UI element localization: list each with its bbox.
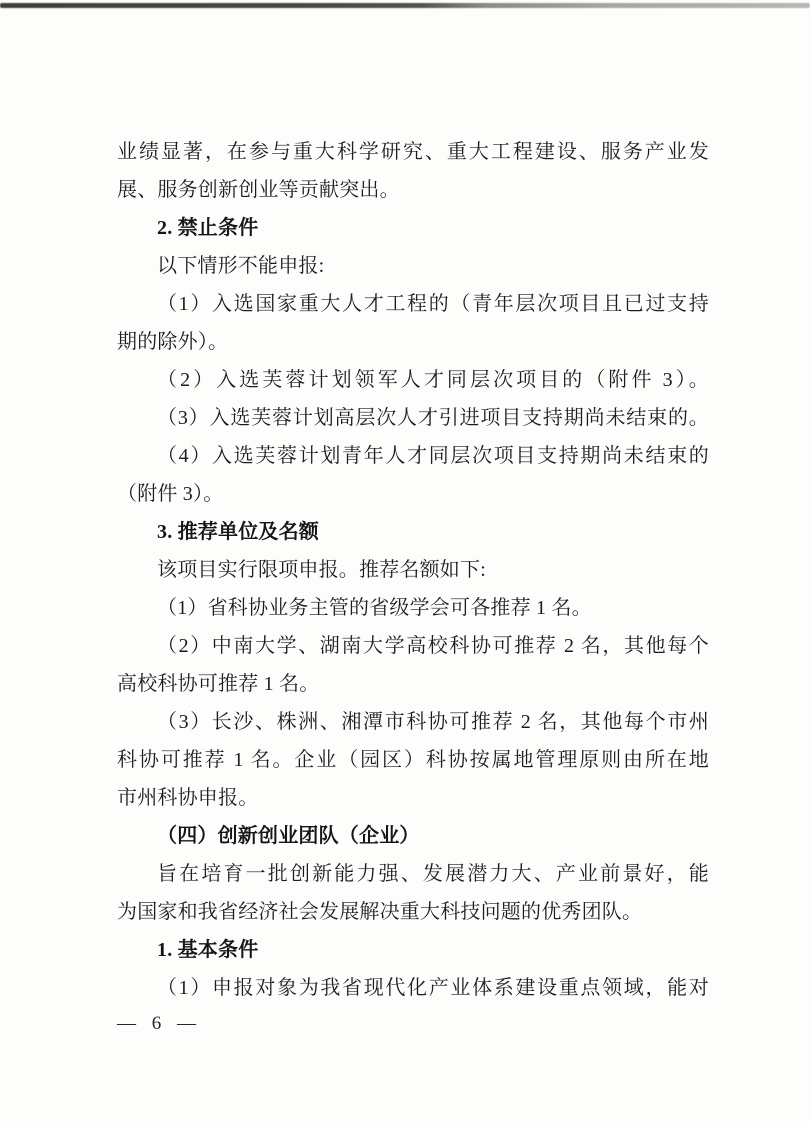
document-line: （2）中南大学、湖南大学高校科协可推荐 2 名，其他每个 xyxy=(157,635,709,657)
document-line: 高校科协可推荐 1 名。 xyxy=(117,673,320,695)
document-line: （3）入选芙蓉计划高层次人才引进项目支持期尚未结束的。 xyxy=(157,407,709,429)
document-line: 为国家和我省经济社会发展解决重大科技问题的优秀团队。 xyxy=(117,901,643,923)
section-heading: 1. 基本条件 xyxy=(157,939,259,961)
document-line: 期的除外）。 xyxy=(117,331,229,353)
document-line: （3）长沙、株洲、湘潭市科协可推荐 2 名，其他每个市州 xyxy=(157,711,709,733)
section-heading: 3. 推荐单位及名额 xyxy=(157,521,319,543)
document-line: 旨在培育一批创新能力强、发展潜力大、产业前景好，能 xyxy=(157,863,709,885)
page-number: — 6 — xyxy=(117,1013,197,1034)
section-heading: 2. 禁止条件 xyxy=(157,217,259,239)
document-line: （2）入选芙蓉计划领军人才同层次项目的（附件 3）。 xyxy=(157,369,709,391)
section-heading: （四）创新创业团队（企业） xyxy=(157,825,420,847)
document-line: （1）入选国家重大人才工程的（青年层次项目且已过支持 xyxy=(157,293,709,315)
document-line: （1）省科协业务主管的省级学会可各推荐 1 名。 xyxy=(157,597,592,619)
document-text-body xyxy=(117,133,709,1007)
scan-artifact-line xyxy=(0,3,810,8)
document-line: 以下情形不能申报: xyxy=(157,255,325,277)
document-line: 展、服务创新创业等贡献突出。 xyxy=(117,179,400,201)
document-line: （4）入选芙蓉计划青年人才同层次项目支持期尚未结束的 xyxy=(157,445,709,467)
document-line: （附件 3）。 xyxy=(117,483,224,505)
document-line: （1）申报对象为我省现代化产业体系建设重点领域，能对 xyxy=(157,977,709,999)
document-line: 市州科协申报。 xyxy=(117,787,259,809)
document-line: 业绩显著，在参与重大科学研究、重大工程建设、服务产业发 xyxy=(117,141,709,163)
document-line: 科协可推荐 1 名。企业（园区）科协按属地管理原则由所在地 xyxy=(117,749,709,771)
document-line: 该项目实行限项申报。推荐名额如下: xyxy=(157,559,486,581)
